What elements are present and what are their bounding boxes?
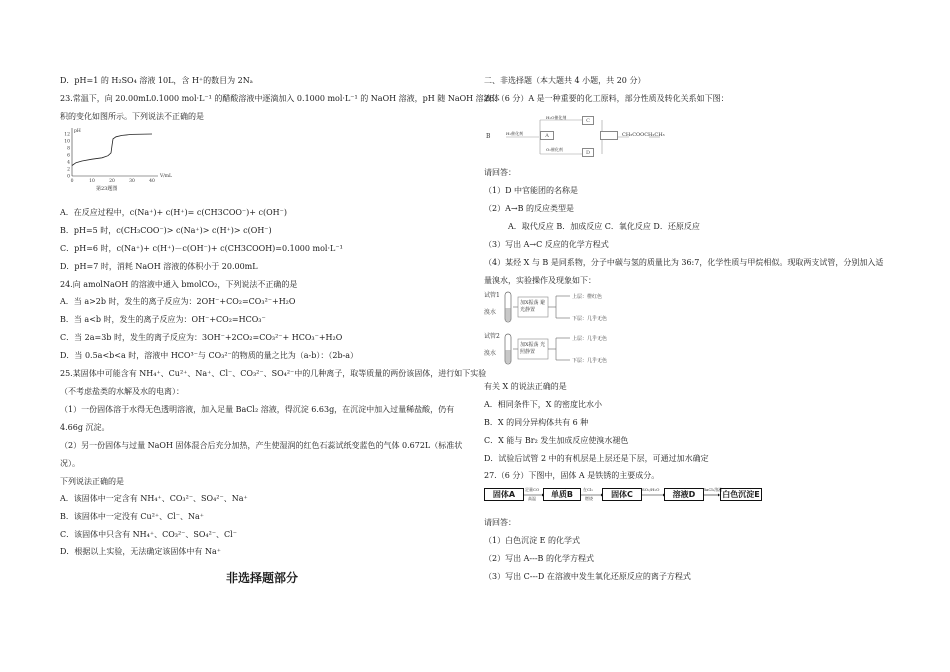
q26-stem: 26.（6 分）A 是一种重要的化工原料，部分性质及转化关系如下图： xyxy=(484,94,729,103)
y-tick-label: 4 xyxy=(67,160,70,166)
q24-stem: 24.向 amolNaOH 的溶液中通入 bmolCO₂，下列说法不正确的是 xyxy=(60,280,298,289)
q26-node-c: C xyxy=(582,116,594,125)
y-axis-label: pH xyxy=(74,129,81,134)
y-tick-label: 12 xyxy=(64,132,70,138)
q27-part3: （3）写出 C---D 在溶液中发生氧化还原反应的离子方程式 xyxy=(484,572,691,581)
q23-stem-line1: 23.常温下，向 20.00mL0.1000 mol·L⁻¹ 的醋酸溶液中逐滴加入 0.1000 mol·L⁻¹ 的 NaOH 溶液，pH 随 NaOH 溶液体 xyxy=(60,94,500,103)
q24-option-a: A．当 a>2b 时，发生的离子反应为：2OH⁻+CO₂=CO₃²⁻+H₂O xyxy=(60,297,296,306)
flow-node-c: 固体C xyxy=(602,488,642,501)
tube2-water: 溴水 xyxy=(484,350,497,357)
q23-option-b: B．pH=5 时，c(CH₃COO⁻)> c(Na⁺)> c(H⁺)> c(OH⁻) xyxy=(60,226,272,235)
flow-arrows xyxy=(520,492,720,498)
x-tick-label: 0 xyxy=(70,179,74,184)
q26-x-option-a: A．相同条件下，X 的密度比水小 xyxy=(484,400,603,409)
q26-node-b: B xyxy=(486,133,491,140)
q26-answer-prompt: 请回答： xyxy=(484,168,516,177)
section-heading: 非选择题部分 xyxy=(226,571,299,585)
tube1-label: 试管1 xyxy=(484,292,500,299)
q26-label-o2: O₂催化剂 xyxy=(546,147,563,152)
y-tick-label: 10 xyxy=(64,139,70,145)
q26-label-h2: H₂催化剂 xyxy=(506,131,524,136)
q22-option-d: D．pH=1 的 H₂SO₄ 溶液 10L，含 H⁺的数目为 2Nₐ xyxy=(60,76,253,85)
q25-option-a: A．该固体中一定含有 NH₄⁺、CO₃²⁻、SO₄²⁻、Na⁺ xyxy=(60,494,248,503)
q26-product: CH₃COOCH₂CH₃ xyxy=(622,132,665,138)
y-tick-label: 0 xyxy=(67,174,70,180)
q26-node-reagent xyxy=(600,131,618,140)
x-tick-label: 10 xyxy=(89,179,95,184)
x-axis-label: V/mL xyxy=(160,174,173,179)
q26-part2: （2）A→B 的反应类型是 xyxy=(484,204,574,213)
q26-x-question: 有关 X 的说法正确的是 xyxy=(484,382,567,391)
q25-stem-line1: 25.某固体中可能含有 NH₄⁺、Cu²⁺、Na⁺、Cl⁻、CO₃²⁻、SO₄²⁻中的几种离子，取等质量的两份该固体，进行如下实验 xyxy=(60,369,487,378)
q25-option-d: D．根据以上实验，无法确定该固体中有 Na⁺ xyxy=(60,547,221,556)
q25-option-b: B．该固体中一定没有 Cu²⁺、Cl⁻、Na⁺ xyxy=(60,512,205,521)
tube1-water: 溴水 xyxy=(484,309,497,316)
q26-x-option-b: B．X 的同分异构体共有 6 种 xyxy=(484,418,589,427)
q25-exp1-line1: （1）一份固体溶于水得无色透明溶液，加入足量 BaCl₂ 溶液，得沉淀 6.63g，在沉淀中加入过量稀盐酸，仍有 xyxy=(60,405,455,414)
q26-part1: （1）D 中官能团的名称是 xyxy=(484,186,579,195)
q25-exp2-line2: 况）。 xyxy=(60,459,80,468)
flow-node-b: 单质B xyxy=(543,488,581,501)
flow-de-top: BaCl₂溶液 xyxy=(703,487,723,492)
y-tick-label: 8 xyxy=(67,146,70,152)
q26-label-h2o: H₂O催化剂 xyxy=(546,115,567,120)
x-tick-label: 40 xyxy=(149,179,155,184)
flow-node-a: 固体A xyxy=(484,488,524,501)
flow-bc-bottom: 燃烧 xyxy=(585,496,593,501)
flow-bc-top: 在Cl₂ xyxy=(583,487,593,492)
q27-part2: （2）写出 A---B 的化学方程式 xyxy=(484,554,594,563)
q24-option-c: C．当 2a=3b 时，发生的离子反应为：3OH⁻+2CO₂=CO₃²⁻+ HCO₃⁻+H₂O xyxy=(60,333,343,342)
tube1-operation: 加X振荡 避光静置 xyxy=(520,300,546,313)
tube1-result-upper: 上层：橙红色 xyxy=(572,294,603,300)
q26-part3: （3）写出 A→C 反应的化学方程式 xyxy=(484,240,609,249)
q25-stem-line2: （不考虑盐类的水解及水的电离）： xyxy=(60,387,184,396)
q23-option-d: D．pH=7 时，消耗 NaOH 溶液的体积小于 20.00mL xyxy=(60,262,258,271)
q27-stem: 27.（6 分）下图中，固体 A 是铁锈的主要成分。 xyxy=(484,471,660,480)
q27-answer-prompt: 请回答： xyxy=(484,518,516,527)
q23-stem-line2: 积的变化如图所示。下列说法不正确的是 xyxy=(60,112,204,121)
section-title: 二、非选择题（本大题共 4 小题，共 20 分） xyxy=(484,76,646,85)
q23-option-c: C．pH=6 时，c(Na⁺)+ c(H⁺)－c(OH⁻)+ c(CH3COOH)=0.1000 mol·L⁻¹ xyxy=(60,244,343,253)
graph-caption: 第23题图 xyxy=(96,186,118,192)
q27-part1: （1）白色沉淀 E 的化学式 xyxy=(484,536,581,545)
q25-exp1-line2: 4.66g 沉淀。 xyxy=(60,423,110,432)
flow-node-e: 白色沉淀E xyxy=(720,488,762,501)
q26-x-option-c: C．X 能与 Br₂ 发生加成反应使溴水褪色 xyxy=(484,436,629,445)
q26-part4-line1: （4）某烃 X 与 B 是同系物，分子中碳与氢的质量比为 36:7，化学性质与甲烷相似。现取两支试管，分别加入适 xyxy=(484,258,884,267)
y-tick-label: 2 xyxy=(67,167,70,173)
y-tick-label: 6 xyxy=(67,153,70,159)
flow-ab-bottom: 高温 xyxy=(528,496,536,501)
q25-exp2-line1: （2）另一份固体与过量 NaOH 固体混合后充分加热，产生使湿润的红色石蕊试纸变蓝色的气体 0.672L（标准状 xyxy=(60,441,463,450)
x-tick-label: 20 xyxy=(109,179,115,184)
tube2-result-upper: 上层：几乎无色 xyxy=(572,336,608,342)
q24-option-d: D．当 0.5a<b<a 时，溶液中 HCO³⁻与 CO₃²⁻的物质的量之比为（a-b）：（2b-a） xyxy=(60,351,359,360)
q24-option-b: B．当 a<b 时，发生的离子反应为：OH⁻+CO₂=HCO₃⁻ xyxy=(60,315,266,324)
tube2-result-lower: 下层：几乎无色 xyxy=(572,358,608,364)
q23-option-a: A．在反应过程中，c(Na⁺)+ c(H⁺)= c(CH3COO⁻)+ c(OH⁻) xyxy=(60,208,288,217)
flow-ab-top: 足量CO xyxy=(525,487,540,492)
q26-node-a: A xyxy=(540,131,554,140)
q25-option-c: C．该固体中只含有 NH₄⁺、CO₃²⁻、SO₄²⁻、Cl⁻ xyxy=(60,530,237,539)
q26-part2-options: A．取代反应 B．加成反应 C．氧化反应 D．还原反应 xyxy=(508,222,700,231)
flow-node-d: 溶液D xyxy=(664,488,704,501)
tube2-label: 试管2 xyxy=(484,333,500,340)
q26-node-d: D xyxy=(582,148,594,157)
tube1-result-lower: 下层：几乎无色 xyxy=(572,316,608,322)
q26-part4-line2: 量溴水，实验操作及现象如下： xyxy=(484,276,596,285)
flow-cd-top: SO₂/H₂O xyxy=(642,487,660,492)
tube2-operation: 加X振荡 光照静置 xyxy=(520,342,546,355)
titration-curve xyxy=(72,134,152,166)
q26-x-option-d: D．试验后试管 2 中的有机层是上层还是下层，可通过加水确定 xyxy=(484,454,709,463)
x-tick-label: 30 xyxy=(129,179,135,184)
q25-question: 下列说法正确的是 xyxy=(60,477,124,486)
